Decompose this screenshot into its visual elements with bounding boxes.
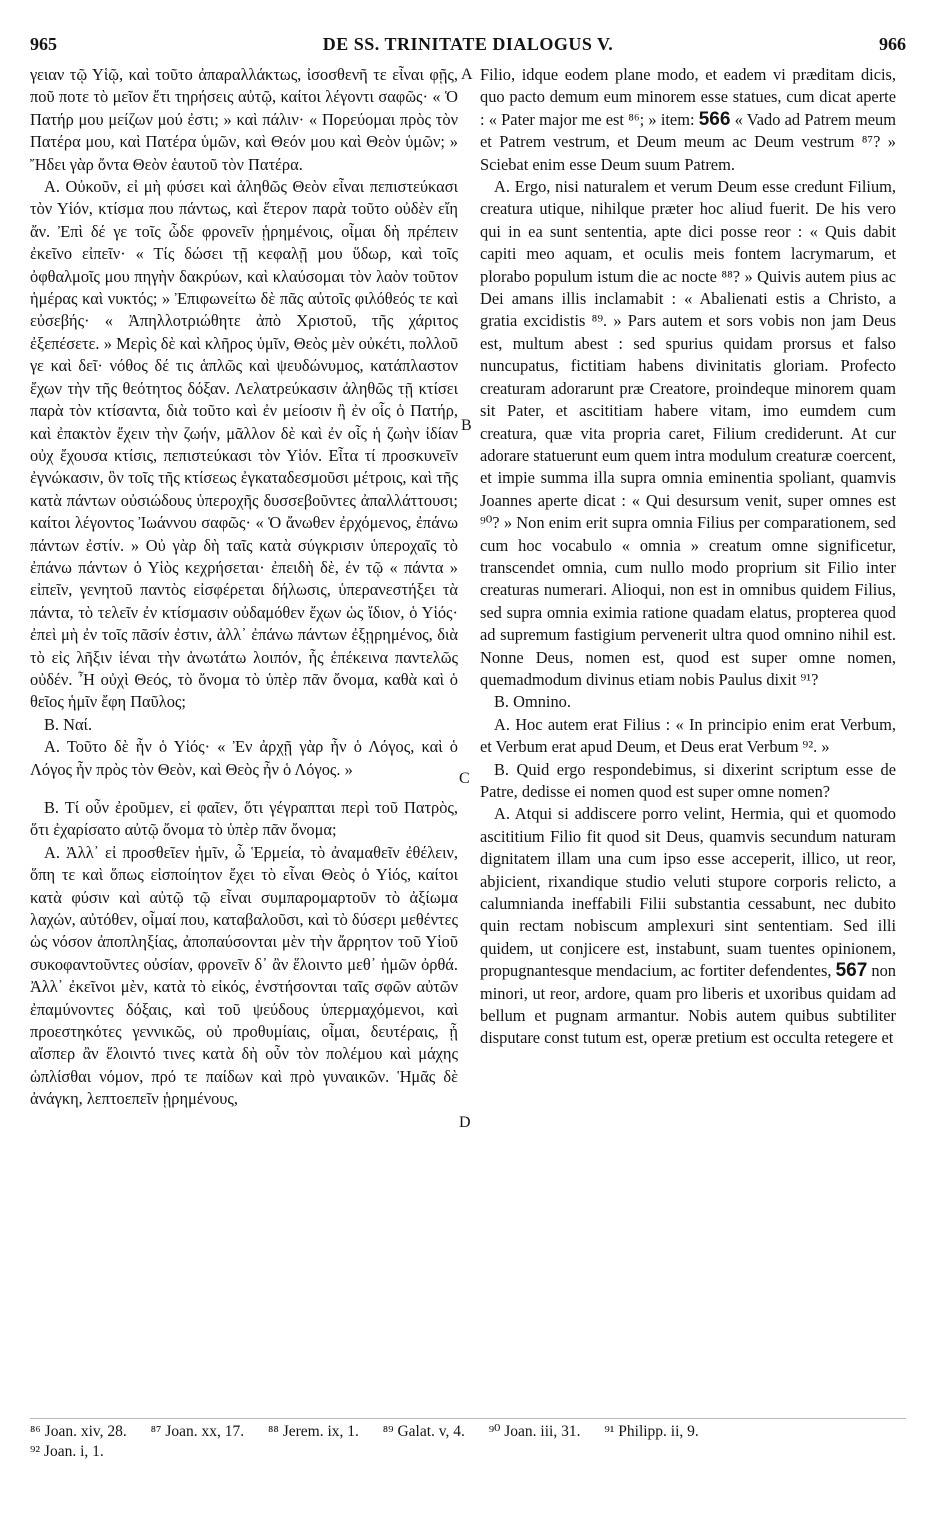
footnote-line bbox=[30, 1442, 890, 1462]
inline-page-number: 567 bbox=[835, 960, 868, 982]
page-number-right: 966 bbox=[879, 34, 906, 54]
margin-letter-a: A bbox=[461, 66, 473, 83]
margin-letter-d: D bbox=[459, 1114, 471, 1131]
footnotes bbox=[30, 1422, 910, 1462]
greek-paragraph: Α. Οὐκοῦν, εἰ μὴ φύσει καὶ ἀληθῶς Θεὸν εἶναι πεπιστεύκασι τὸν Υἱόν, κτίσμα που πάντως, καὶ ἕτερον παρὰ τοῦτο οὐδὲν εἴη ἄν. Ἐπὶ δέ γε τοῖς ὧδε φρονεῖν ᾑρημένοις, οἶμαι δὴ πρέπειν ἐκεῖνο εἰπεῖν· « Τίς δώσει τῇ κεφαλῇ μου ὕδωρ, καὶ τοῖς ὀφθαλμοῖς μου πηγὴν δακρύων, καὶ κλαύσομαι τὸν λαὸν τοῦτον ἡμέρας καὶ νυκτός; » Ἐπιφωνείτω δὲ πᾶς αὐτοῖς φιλόθεός τε καὶ εὐσεβής· « Ἀπηλλοτριώθητε ἀπὸ Χριστοῦ, τῆς χάριτος ἐξεπέσετε. » Μερὶς δὲ καὶ κλῆρος ὑμῖν, Θεὸς μὲν οὐκέτι, πολλοῦ γε καὶ δεῖ· νόθος δέ τις ἁπλῶς καὶ ψευδώνυμος, κατάπλαστον ἔχων τὴν τῆς θεότητος δόξαν. Λελατρεύκασιν ἀληθῶς τῇ κτίσει παρὰ τὸν κτίσαντα, διὰ τοῦτο καὶ ἐν μείοσιν ἢ ἐν οἷς ὁ Πατήρ, καὶ ἐπακτὸν ἔχειν τὴν ζωήν, μᾶλλον δὲ καὶ ἐν οἷς ἡ ζωὴν ἰδίαν οὐχ ἔχουσα κτίσις, πεπιστεύκασι τὸν Υἱόν. Εἶτα τί προσκυνεῖν ἐγνώκασιν, ὃν τοῖς τῆς κτίσεως ἐγκαταδεσμοῦσι μέτροις, καὶ τῆς κατὰ πάντων οὐσιώδους ὑπεροχῆς δυσσεβοῦντες ἀπαλλάττουσι; καίτοι λέγοντος Ἰωάννου σαφῶς· « Ὁ ἄνωθεν ἐρχόμενος, ἐπάνω πάντων ἐστίν. » Οὐ γὰρ δὴ ταῖς κατὰ σύγκρισιν ὑπεροχαῖς τὸ ἐπάνω πάντων ὁ Υἱὸς κεχρήσεται· ἐπειδὴ δὲ, ἐν τῷ « πάντα » εἰπεῖν, γενητοῦ παντὸς εἰσφέρεται δήλωσις, ὑπερανεστήξει τὰ πάντα, τὸ τελεῖν ἐν κτίσμασιν οὐδαμόθεν ἔχων ὡς ἴδιον, ὁ Υἱός· ἐπεὶ μὴ ἐν τοῖς πᾶσίν ἐστιν, ἀλλ᾽ ἐπάνω πάντων ἐξῃρημένος, διὰ τὸ εἰς λῆξιν ἰέναι τὴν ἀνωτάτω λοιπόν, ἧς ἐπέκεινα παντελῶς οὐδέν. Ἦ οὐχὶ Θεός, τὸ ὄνομα τὸ ὑπὲρ πᾶν ὄνομα, καθὰ καὶ ὁ θεῖος ἡμῖν ἔφη Παῦλος; bbox=[30, 177, 458, 712]
latin-paragraph bbox=[480, 64, 896, 176]
footnote-line bbox=[30, 1422, 890, 1442]
greek-paragraph: Β. Ναί. bbox=[44, 714, 93, 734]
latin-paragraph bbox=[480, 803, 896, 1049]
latin-text: Filio, idque eodem plane modo, et eadem vi præditam dicis, quo pacto demum eum minorem esse statues, cum dicat aperte : « Pater major me est ⁸⁶; » item: bbox=[480, 65, 896, 129]
margin-letter-c: C bbox=[459, 770, 470, 787]
greek-paragraph: Β. Τί οὖν ἐροῦμεν, εἰ φαῖεν, ὅτι γέγραπται περὶ τοῦ Πατρὸς, ὅτι ἐχαρίσατο αὐτῷ ὄνομα τὸ ὑπὲρ πᾶν ὄνομα; bbox=[30, 798, 458, 840]
latin-paragraph: B. Quid ergo respondebimus, si dixerint scriptum esse de Patre, dedisse ei nomen quod est super omne nomen? bbox=[480, 759, 896, 801]
footnote: ⁹⁰ Joan. iii, 31. bbox=[488, 1423, 581, 1440]
margin-letter-b: B bbox=[461, 417, 472, 434]
page-number-left: 965 bbox=[30, 34, 57, 54]
footnote: ⁸⁷ Joan. xx, 17. bbox=[150, 1423, 245, 1440]
footnote: ⁸⁶ Joan. xiv, 28. bbox=[30, 1423, 127, 1440]
footnote: ⁸⁸ Jerem. ix, 1. bbox=[268, 1423, 359, 1440]
latin-text: « Vado ad Patrem meum et Patrem vestrum, et Deum meum ac Deum vestrum ⁸⁷? » Sciebat enim esse Deum suum Patrem. bbox=[480, 109, 896, 174]
latin-paragraph: B. Omnino. bbox=[494, 692, 571, 712]
greek-paragraph: γειαν τῷ Υἱῷ, καὶ τοῦτο ἀπαραλλάκτως, ἰσοσθενῆ τε εἶναι φῇς, ποῦ ποτε τὸ μεῖον ἔτι τηρήσεις αὐτῷ, καίτοι λέγοντι σαφῶς· « Ὁ Πατήρ μου μείζων μού ἐστι; » καὶ πάλιν· « Πορεύομαι πρὸς τὸν Πατέρα μου, καὶ Πατέρα ὑμῶν, καὶ Θεόν μου καὶ Θεὸν ὑμῶν; » Ἤδει γὰρ ὄντα Θεὸν ἑαυτοῦ τὸν Πατέρα. bbox=[30, 65, 458, 174]
greek-paragraph: Α. Τοῦτο δὲ ἦν ὁ Υἱός· « Ἐν ἀρχῇ γὰρ ἦν ὁ Λόγος, καὶ ὁ Λόγος ἦν πρὸς τὸν Θεὸν, καὶ Θεὸς ἦν ὁ Λόγος. » bbox=[30, 737, 458, 779]
footnote: ⁹¹ Philipp. ii, 9. bbox=[604, 1423, 699, 1440]
inline-page-number: 566 bbox=[698, 108, 731, 130]
latin-column bbox=[480, 64, 896, 1050]
footnote: ⁹² Joan. i, 1. bbox=[30, 1443, 104, 1460]
greek-column bbox=[30, 64, 458, 1111]
footnote-divider bbox=[30, 1418, 906, 1419]
latin-paragraph: A. Ergo, nisi naturalem et verum Deum esse credunt Filium, creatura utique, nihilque præter hoc aliud fuerit. De his vero qui in ea sunt sententia, apte dici posse reor : « Quis dabit capiti meo aquam, et oculis meis fontem lacrymarum, et plorabo populum istum die ac nocte ⁸⁸? » Quivis autem pius ac Dei amans illis inclamabit : « Abalienati estis a Christo, a gratia excidistis ⁸⁹. » Pars autem et sors vobis non jam Deus est, multum abest : sed spurius quidam prorsus et falso nuncupatus, fictitiam habens divinitatis gloriam. Profecto creaturam adorarunt præ Creatore, proindeque minorem quam sit Pater, et ascititiam habere vitam, imo eumdem cum creatura, quæ vita propria caret, Filium crediderunt. At cur adorare statuerunt eum quem intra modulum creaturæ coercent, et impie summa illa supra omnia eminentia spoliant, quamvis Joannes aperte dicat : « Qui desursum venit, super omnes est ⁹⁰? » Non enim erit supra omnia Filius per comparationem, sed cum hoc vocabulo « omnia » creatum omne significetur, transcendet omnia, cum nullo modo proprium sit Filio inter creaturas numerari. Alioqui, non est in omnibus quidem Filius, sed supra omnia eximia ratione quadam elatus, propterea quod ad supremum fastigium pervenerit ultra quod omnino nihil est. Nonne Deus, nomen est, quod est super omne nomen, quemadmodum divinus etiam nobis Paulus dixit ⁹¹? bbox=[480, 177, 896, 689]
running-title: DE SS. TRINITATE DIALOGUS V. bbox=[322, 34, 614, 54]
page-header bbox=[30, 34, 906, 60]
footnote: ⁸⁹ Galat. v, 4. bbox=[382, 1423, 465, 1440]
latin-text: non minori, ut reor, ardore, quam pro liberis et uxoribus quidam ad bellum et pugnam armantur. Nobis autem quibus subtiliter disputare const tutum est, operæ pretium est occulta retegere et bbox=[480, 961, 896, 1048]
latin-paragraph: A. Hoc autem erat Filius : « In principio enim erat Verbum, et Verbum erat apud Deum, et Deus erat Verbum ⁹². » bbox=[480, 714, 896, 757]
greek-paragraph: Α. Ἀλλ᾽ εἰ προσθεῖεν ἡμῖν, ὦ Ἑρμεία, τὸ ἀναμαθεῖν ἐθέλειν, ὅπη τε καὶ ὅπως εἰσποίητον ἔχει τὸ εἶναι Θεὸς ὁ Υἱός, καίτοι κατὰ φύσιν καὶ αὐτῷ τῷ εἶναι συμπαρομαρτοῦν τὸ ἀξίωμα λαχών, αὐτόθεν, οἶμαί που, καταβαλοῦσι, καὶ τὸ δύσερι μεθέντες ὡς νόσον ἀποπληξίας, ἀποπαύσονται μὲν τὴν ἄρρητον τοῦ Υἱοῦ συκοφαντοῦντες οὐσίαν, φρονεῖν δ᾽ ἂν ἕλοιντο μεθ᾽ ἡμῶν ὀρθά. Ἀλλ᾽ ἐκεῖνοι μὲν, κατὰ τὸ εἰκός, ἐνστήσονται ταῖς σφῶν αὐτῶν ἐπαμύνοντες δόξαις, καὶ τοῦ ψεύδους ὑπερμαχόμενοι, καὶ προεστηκότες γεννικῶς, οὐ προθυμίαις, οἶμαι, δευτέραις, ᾗ αἴσπερ ἂν ἕλοιντό τινες κατὰ δὴ οὖν τὸν πολέμου καὶ μάχης ὡπλίσθαι νόμον, πρό τε παίδων καὶ πρὸ γυναικῶν. Ἡμᾶς δὲ ἀνάγκη, λεπτοεπεῖν ᾑρημένους, bbox=[30, 842, 458, 1109]
latin-text: A. Atqui si addiscere porro velint, Hermia, qui et quomodo ascititium Filio fit quod sit Deus, quamvis secundum naturam dignitatem illam una cum ipso esse acceperit, illico, ut reor, abjicient, rixandique studio veluti stupore corporis relicto, a calumnianda ineffabili Filii substantia cessabunt, nec dubito quin rectam nobiscum amplexuri sint sententiam. Sed illi quidem, ut conjicere est, instabunt, suam tuentes opinionem, propugnantesque mendacium, ac fortiter defendentes, bbox=[480, 804, 896, 981]
